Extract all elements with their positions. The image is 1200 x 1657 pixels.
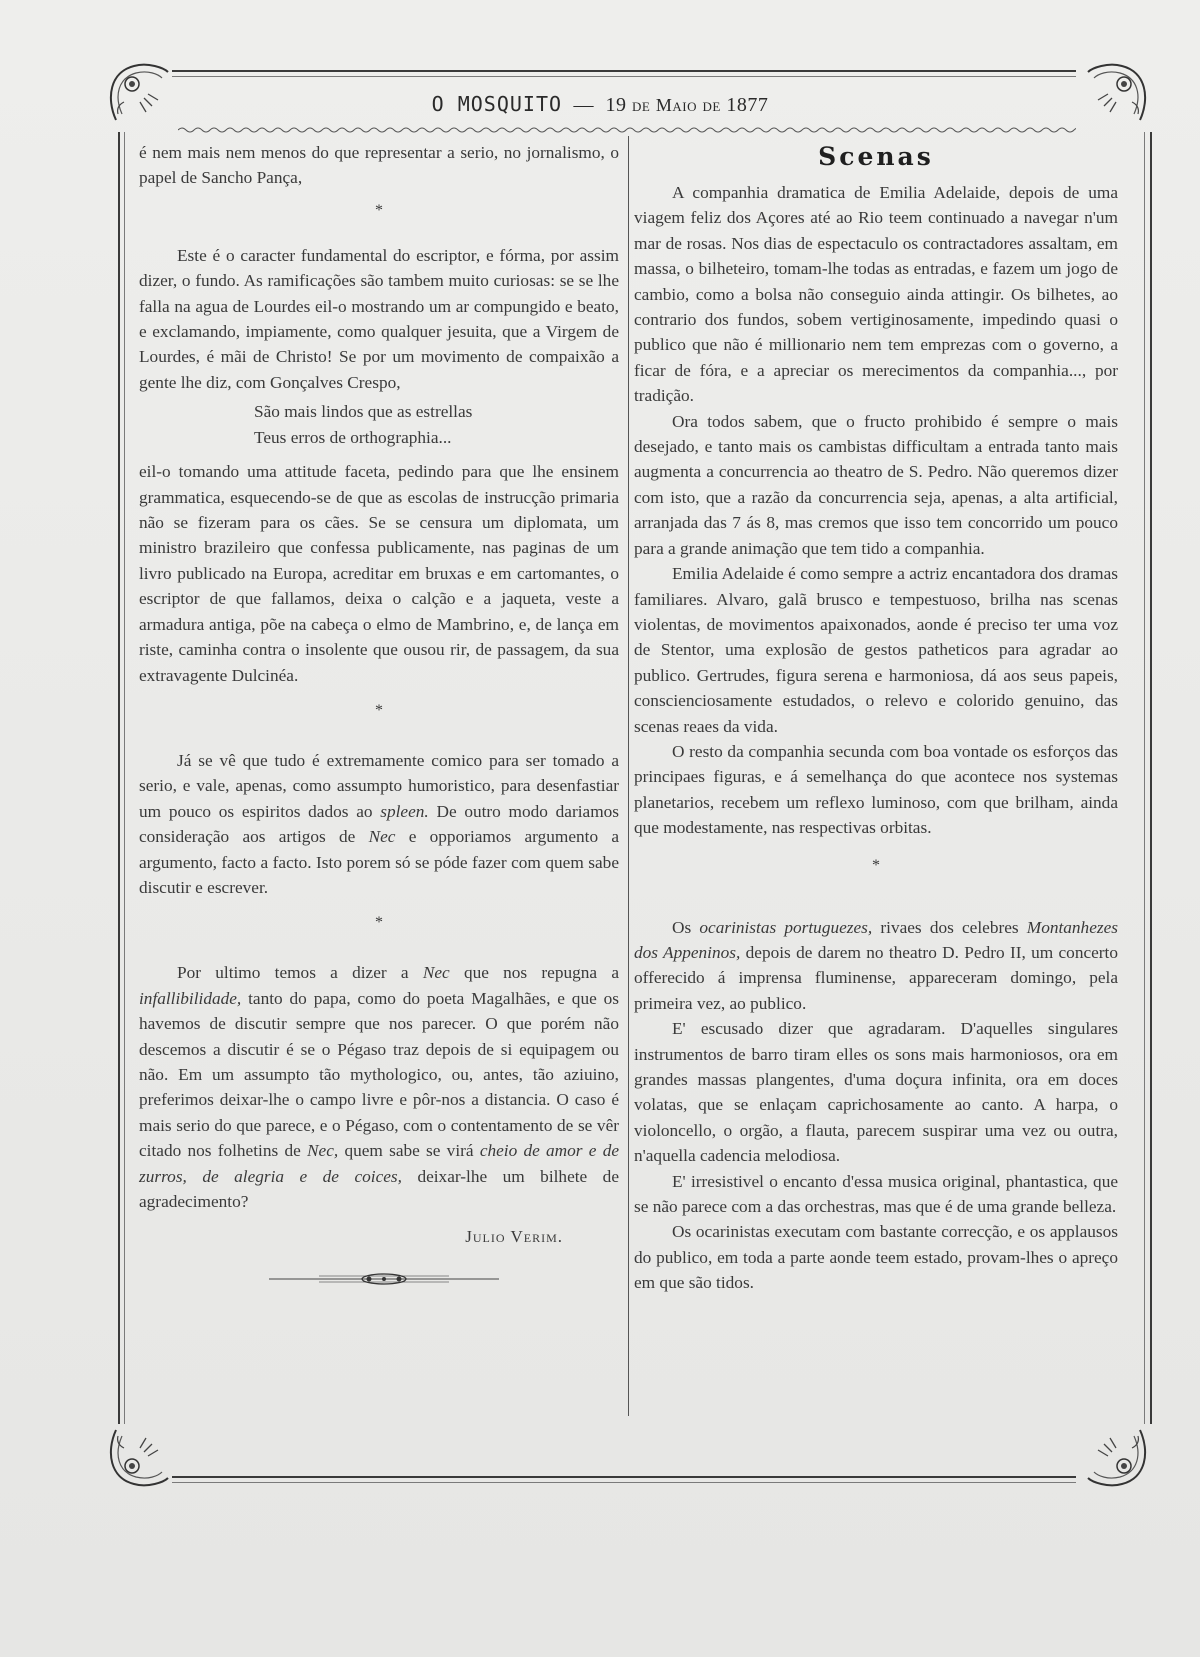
right-paragraph-7: E' irresistivel o encanto d'essa musica original, phantastica, que se não parece com a das orchestras, mas que é de uma grande belleza. [634, 1171, 1118, 1217]
verse-line-1: São mais lindos que as estrellas [254, 402, 473, 422]
italic-run: ocarinistas portuguezes, [699, 917, 873, 937]
text-run: depois de darem no theatro D. Pedro II, um concerto offerecido á imprensa fluminense, appareceram domingo, pela primeira vez, ao publico. [634, 942, 1119, 1013]
left-paragraph-1: é nem mais nem menos do que representar a serio, no jornalismo, o papel de Sancho Pança, [139, 143, 619, 188]
text-run: Por ultimo temos a dizer a [177, 963, 423, 983]
running-head [180, 92, 1020, 117]
text-run: tanto do papa, como do poeta Magalhães, e que os havemos de discutir sempre que nos parecer. O que porém não descemos a discutir é se o Pégaso traz depois de si equipagem ou não. Em um assumpto tão mythologico, ou, antes, tão aziuino, preferimos deixar-lhe o campo livre e pôr-nos a distancia. O caso é mais serio do que parece, e o Pégaso, com o contentamento de se vêr citado nos folhetins de [139, 988, 619, 1161]
italic-run: Montanhezes dos Appeninos, [634, 917, 1118, 962]
frame-left-inner-rule [124, 132, 125, 1424]
text-run: Os [672, 917, 700, 937]
right-paragraph-8: Os ocarinistas executam com bastante correcção, e os applausos do publico, em toda a parte aonde teem estado, provam-lhes o apreço em que são tidos. [634, 1222, 1118, 1293]
text-run: deixar-lhe um bilhete de agradecimento? [139, 1166, 619, 1211]
text-run: quem sabe se virá [338, 1141, 480, 1161]
column-divider [628, 136, 629, 1416]
right-paragraph-2: Ora todos sabem, que o fructo prohibido é sempre o mais desejado, e tanto mais os cambistas difficultam a entrada tanto mais augmenta a concurrencia ao theatro de S. Pedro. Não queremos dizer com isto, que a razão da concurrencia seja, apenas, a alta artificial, arranjada das 7 ás 8, mas cremos que isso tem concorrido um pouco para a grande animação que tem tido a companhia. [634, 411, 1118, 558]
left-column [139, 140, 619, 1293]
italic-run: spleen. [380, 801, 429, 821]
italic-run: cheio de amor e de zurros, de alegria e de coices, [139, 1141, 620, 1186]
right-paragraph-6: E' escusado dizer que agradaram. D'aquelles singulares instrumentos de barro tiram elles os sons mais harmoniosos, ora em grandes massas plangentes, d'uma doçura infinita, ora em doces volatas, que se enlaçam caprichosamente ao canto. A harpa, o violoncello, o orgão, a flauta, parecem suspirar uma vez ou outra, n'aquella cadencia melodiosa. [634, 1019, 1118, 1166]
frame-right-inner-rule [1144, 132, 1145, 1424]
text-run: e opporiamos argumento a argumento, facto a facto. Isto porem só se póde fazer com quem sabe discutir e escrever. [139, 827, 620, 897]
header-dash: — [573, 94, 595, 116]
header-wavy-rule [178, 126, 1076, 134]
issue-year: 1877 [726, 94, 769, 116]
left-paragraph-2a: Este é o caracter fundamental do escriptor, e fórma, por assim dizer, o fundo. As ramificações são tambem muito curiosas: se se lhe falla na agua de Lourdes eil-o mostrando um ar compungido e beato, e exclamando, impiamente, como qualquer jesuita, que a Virgem de Lourdes, é mãi de Christo! Se por um movimento de compaixão a gente lhe diz, com Gonçalves Crespo, [139, 245, 619, 392]
right-paragraph-4: O resto da companhia secunda com boa vontade os esforços das principaes figuras, e á semelhança do que acontece nos systemas planetarios, recebem um reflexo luminoso, com que brilham, ainda que modestamente, nas respectivas orbitas. [634, 741, 1118, 838]
frame-right-rule [1150, 132, 1152, 1424]
text-run: Já se vê que tudo é extremamente comico para ser tomado a serio, e vale, apenas, como assumpto humoristico, para desenfastiar um pouco os espiritos dados ao [139, 750, 619, 821]
issue-day: 19 [605, 94, 627, 116]
right-paragraph-5 [634, 915, 1118, 1017]
tailpiece-ornament [269, 1272, 499, 1286]
italic-run: Nec [422, 963, 450, 983]
corner-ornament-bottom-right [1082, 1422, 1152, 1492]
newspaper-title: O MOSQUITO [431, 92, 563, 116]
right-paragraph-3: Emilia Adelaide é como sempre a actriz encantadora dos dramas familiares. Alvaro, galã brusco e tempestuoso, brilha nas scenas violentas, de movimentos apaixonados, aonde é preciso ter uma voz de Stentor, uma explosão de gestos patheticos para agradar ao publico. Gertrudes, figura serena e harmoniosa, dá aos seus papeis, conscienciosamente estudados, o relevo e colorido genuino, das scenas reaes da vida. [634, 564, 1118, 736]
right-column [634, 140, 1118, 1296]
section-asterisk: * [375, 914, 383, 932]
issue-de-2: de [702, 95, 721, 115]
section-asterisk: * [375, 201, 383, 219]
left-paragraph-3 [139, 748, 619, 900]
issue-month: Maio [655, 95, 698, 115]
section-asterisk: * [872, 856, 880, 874]
italic-run: Nec [368, 827, 396, 847]
frame-top-inner-rule [172, 76, 1076, 77]
frame-bottom-inner-rule [172, 1482, 1076, 1483]
author-signature: Julio Verim. [465, 1227, 563, 1247]
text-run: que nos repugna a [449, 963, 619, 983]
corner-ornament-top-left [104, 58, 174, 128]
section-title-scenas: Scenas [818, 142, 934, 171]
text-run: De outro modo dariamos consideração aos artigos de [139, 801, 619, 847]
corner-ornament-top-right [1082, 58, 1152, 128]
verse-line-2: Teus erros de orthographia... [254, 428, 452, 448]
frame-left-rule [118, 132, 120, 1424]
left-paragraph-2b: eil-o tomando uma attitude faceta, pedindo para que lhe ensinem grammatica, esquecendo-se de que as escolas de instrucção primaria não se fizeram para os cães. Se se censura um diplomata, um ministro brazileiro que confessa publicamente, nas paginas de um livro publicado na Europa, acreditar em bruxas e em cartomantes, o escriptor de que fallamos, deixa o calção e a jaqueta, veste a armadura antiga, põe na cabeça o elmo de Mambrino, e, de lança em riste, caminha contra o insolente que ousou rir, de passagem, da sua extravagente Dulcinéa. [139, 462, 619, 685]
corner-ornament-bottom-left [104, 1422, 174, 1492]
section-asterisk: * [375, 701, 383, 719]
text-run: rivaes dos celebres [872, 917, 1027, 937]
frame-top-rule [172, 70, 1076, 72]
italic-run: Nec, [307, 1141, 339, 1161]
left-paragraph-4 [139, 960, 619, 1214]
right-paragraph-1: A companhia dramatica de Emilia Adelaide, depois de uma viagem feliz dos Açores até ao Rio teem continuado a navegar n'um mar de rosas. Nos dias de espectaculo os contractadores assaltam, em massa, o bilheteiro, tomam-lhe todas as entradas, e fazem um jogo de cambio, como a bolsa não conseguio ainda attingir. Os bilhetes, ao contrario dos fundos, sobem vertiginosamente, impedindo quasi o publico que não é millionario nem tem emprezas com o governo, a ficar de fóra, e a apreciar os merecimentos da companhia..., por tradição. [634, 183, 1118, 406]
issue-de-1: de [632, 95, 651, 115]
italic-run: infallibilidade, [139, 988, 242, 1008]
frame-bottom-rule [172, 1476, 1076, 1478]
